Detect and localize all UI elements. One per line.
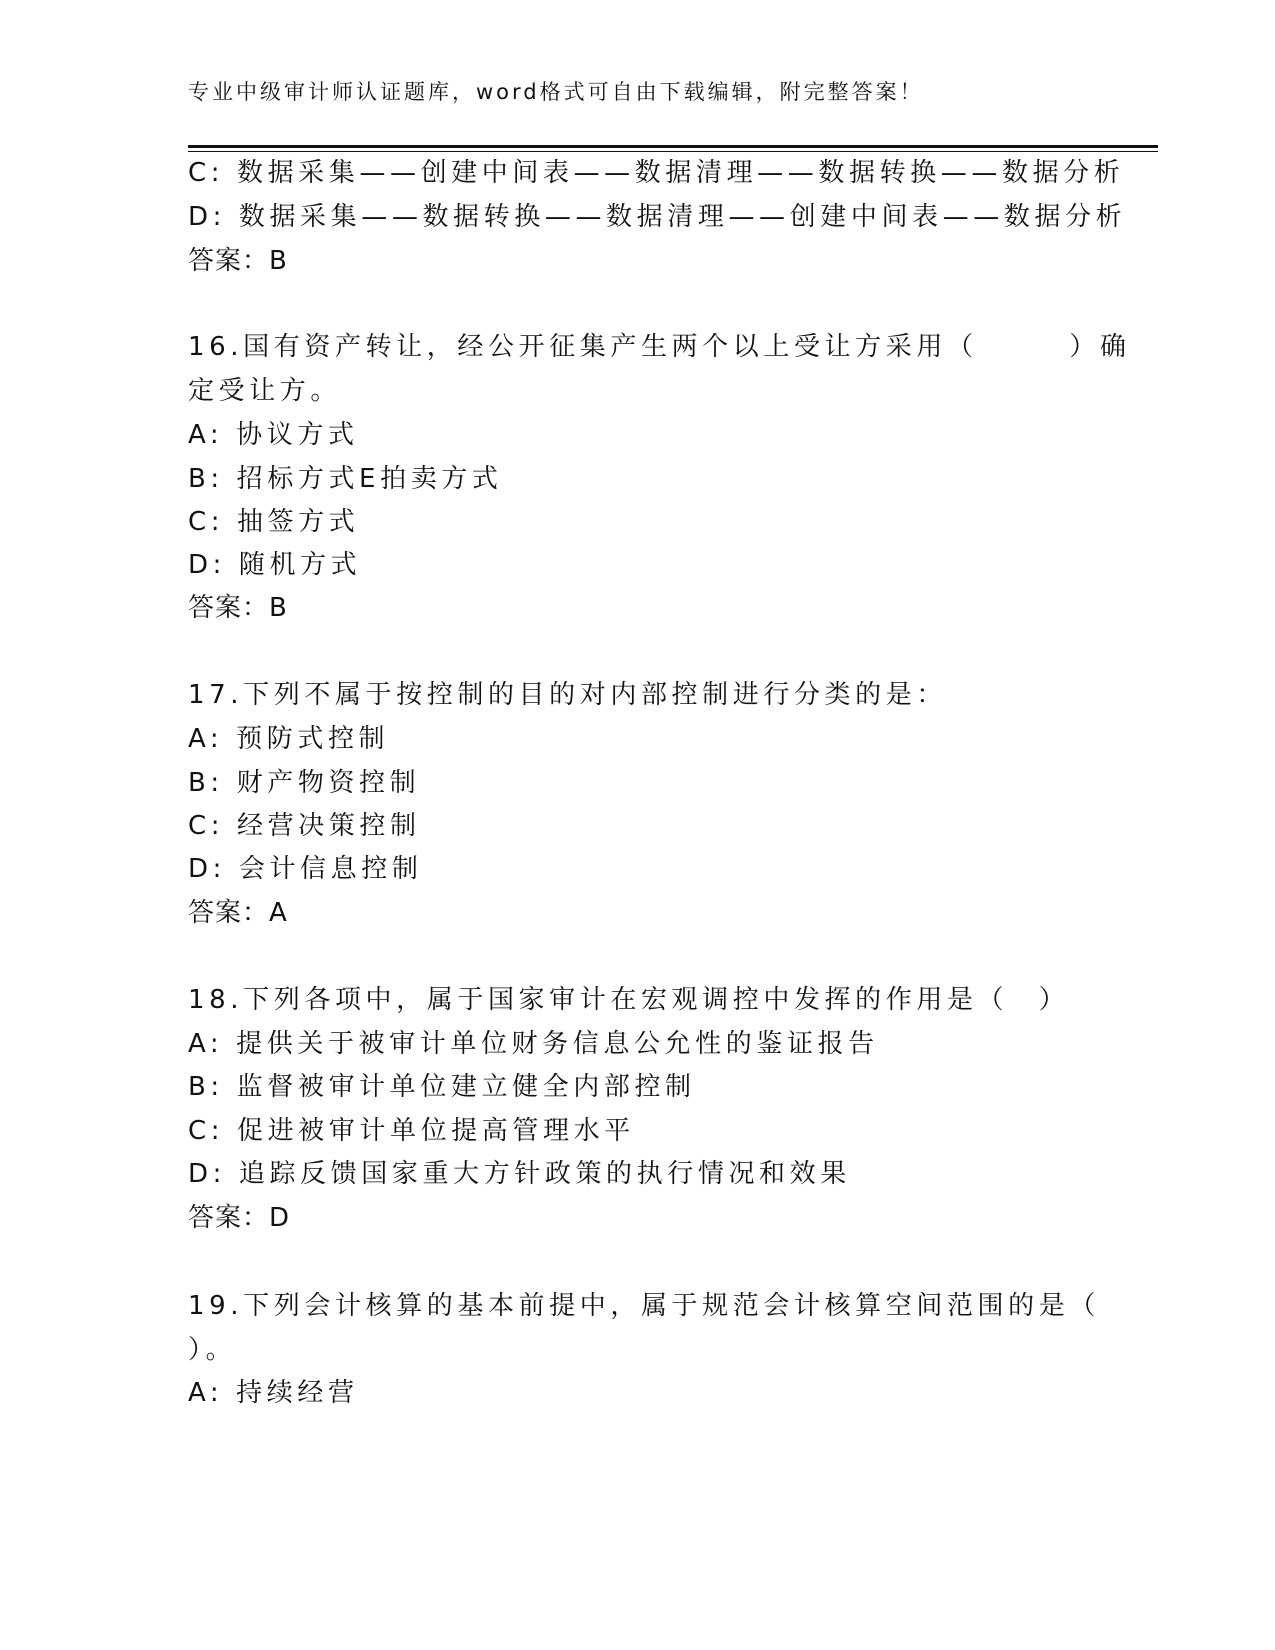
q18-stem: 18.下列各项中，属于国家审计在宏观调控中发挥的作用是（ ）: [188, 985, 1070, 1015]
q17-option-b: B: 财产物资控制: [188, 768, 421, 798]
q18-option-c: C: 促进被审计单位提高管理水平: [188, 1116, 635, 1146]
q18-option-b: B: 监督被审计单位建立健全内部控制: [188, 1072, 696, 1102]
q17-stem: 17.下列不属于按控制的目的对内部控制进行分类的是：: [188, 680, 947, 710]
header-rule-thin: [188, 151, 1158, 152]
q17-option-d: D: 会计信息控制: [188, 854, 423, 884]
q19-option-a: A: 持续经营: [188, 1378, 359, 1408]
q16-answer: 答案：B: [188, 593, 288, 623]
header-rule-thick: [188, 145, 1158, 148]
q17-answer: 答案：A: [188, 898, 288, 928]
q16-stem-line1: 16.国有资产转让，经公开征集产生两个以上受让方采用（ ）确: [188, 332, 1131, 362]
prev-option-c: C: 数据采集——创建中间表——数据清理——数据转换——数据分析: [188, 158, 1125, 188]
page-header: 专业中级审计师认证题库，word格式可自由下载编辑，附完整答案！: [188, 80, 924, 104]
q16-stem-line2: 定受让方。: [188, 376, 342, 406]
q18-answer: 答案：D: [188, 1203, 291, 1233]
q16-option-a: A: 协议方式: [188, 420, 359, 450]
q16-option-c: C: 抽签方式: [188, 507, 360, 537]
q17-option-c: C: 经营决策控制: [188, 811, 421, 841]
q17-option-a: A: 预防式控制: [188, 724, 390, 754]
q16-option-d: D: 随机方式: [188, 550, 362, 580]
q18-option-a: A: 提供关于被审计单位财务信息公允性的鉴证报告: [188, 1029, 879, 1059]
prev-option-d: D: 数据采集——数据转换——数据清理——创建中间表——数据分析: [188, 202, 1127, 232]
q19-stem-line1: 19.下列会计核算的基本前提中，属于规范会计核算空间范围的是（: [188, 1291, 1100, 1321]
q18-option-d: D: 追踪反馈国家重大方针政策的执行情况和效果: [188, 1159, 851, 1189]
q16-option-b: B: 招标方式E拍卖方式: [188, 464, 503, 494]
q19-stem-line2: ）。: [188, 1335, 237, 1365]
prev-answer: 答案：B: [188, 246, 288, 276]
